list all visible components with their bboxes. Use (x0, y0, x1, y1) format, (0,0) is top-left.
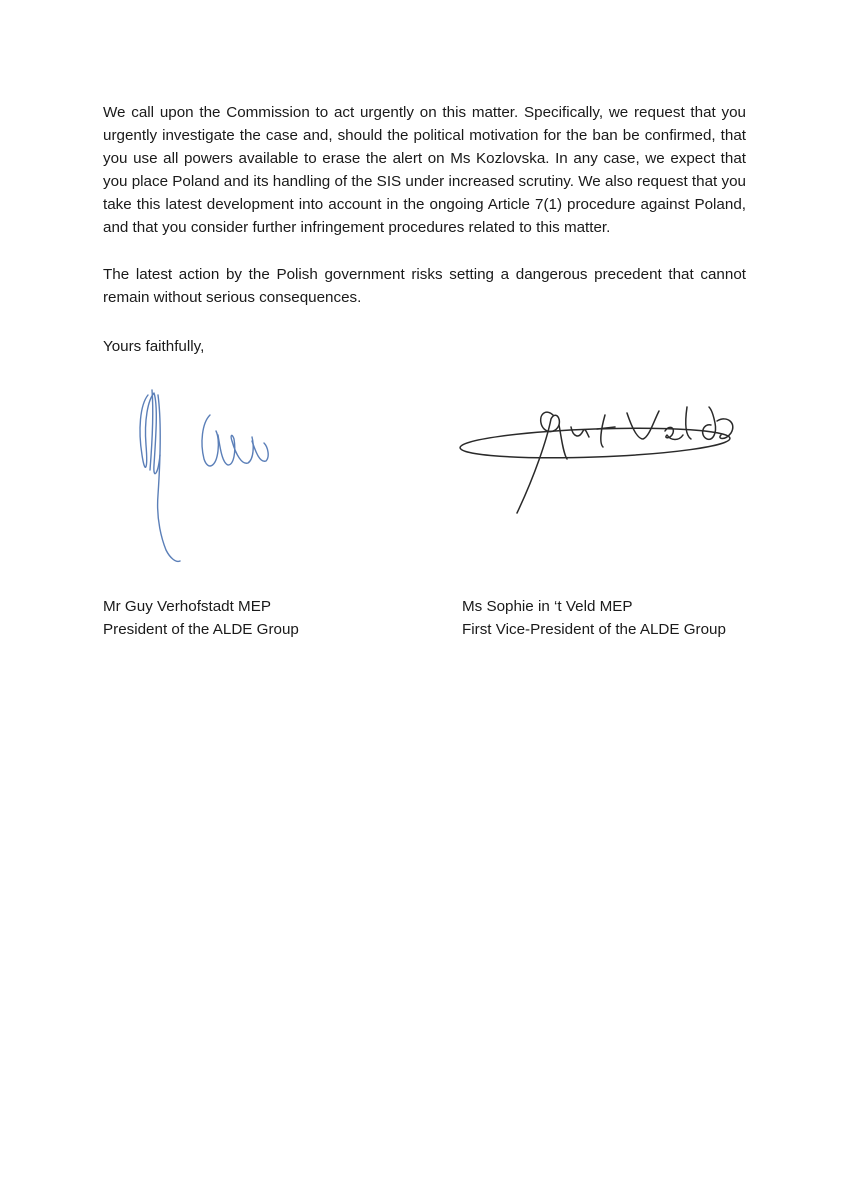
signatory-title: First Vice-President of the ALDE Group (462, 621, 726, 638)
letter-closing: Yours faithfully, (103, 338, 205, 355)
handwritten-signature-icon (455, 395, 745, 525)
letter-paragraph-2: The latest action by the Polish government risks setting a dangerous precedent that cannot remain without serious consequences. (103, 266, 746, 306)
letter-paragraph-1: We call upon the Commission to act urgently on this matter. Specifically, we request that you urgently investigate the case and, should the political motivation for the ban be confirmed, that you use all powers available to erase the alert on Ms Kozlovska. In any case, we expect that you place Poland and its handling of the SIS under increased scrutiny. We also request that you take this latest development into account in the ongoing Article 7(1) procedure against Poland, and that you consider further infringement procedures related to this matter. (103, 104, 746, 236)
signatory-title: President of the ALDE Group (103, 621, 299, 638)
signatory-right (462, 595, 726, 641)
signatory-left (103, 595, 299, 641)
signatory-name: Ms Sophie in ‘t Veld MEP (462, 598, 633, 615)
handwritten-signature-icon (118, 375, 288, 575)
signatory-name: Mr Guy Verhofstadt MEP (103, 598, 271, 615)
